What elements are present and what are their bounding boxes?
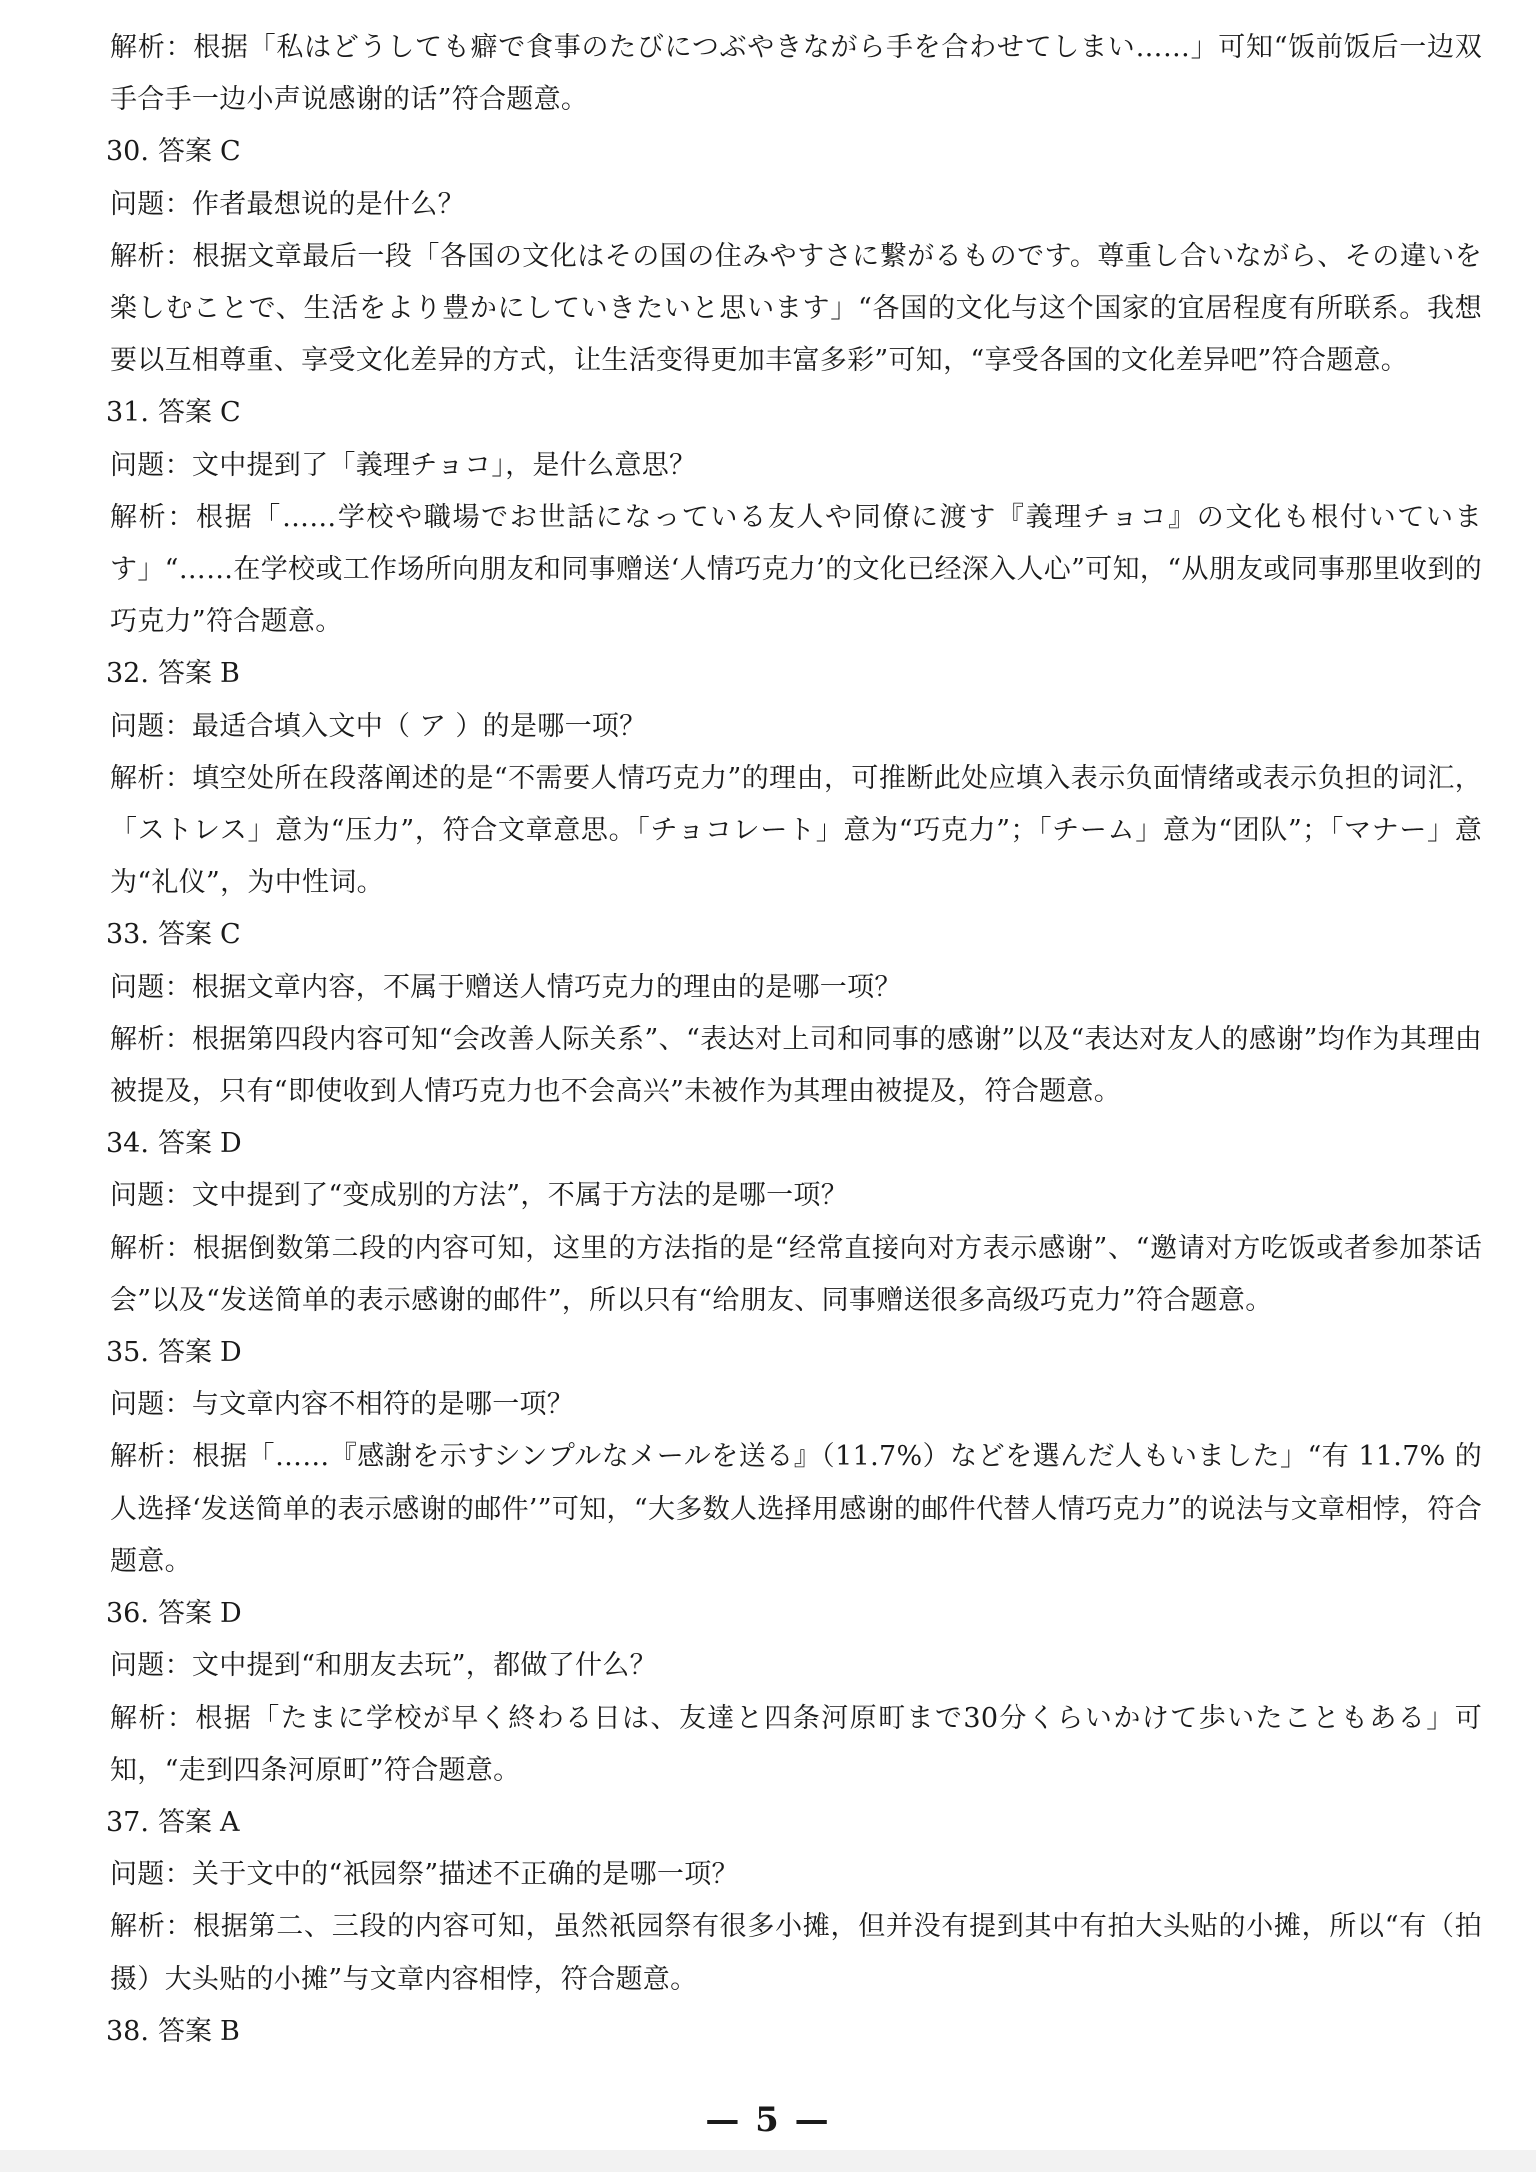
question-number: 35. bbox=[106, 1337, 149, 1369]
question-text: 问题：根据文章内容，不属于赠送人情巧克力的理由的是哪一项？ bbox=[110, 971, 902, 1003]
analysis-text: 解析：根据第二、三段的内容可知，虽然祇园祭有很多小摊，但并没有提到其中有拍大头贴的小摊，所以“有（拍摄）大头贴的小摊”与文章内容相悖，符合题意。 bbox=[110, 1911, 1482, 1995]
answer-label: 答案 bbox=[158, 1337, 212, 1369]
page-number: — 5 — bbox=[705, 2100, 831, 2140]
question-number: 31. bbox=[106, 397, 149, 429]
answer-label: 答案 bbox=[158, 397, 212, 429]
answer-line bbox=[106, 387, 1482, 439]
question-number: 30. bbox=[106, 136, 149, 168]
answer-line bbox=[106, 1118, 1482, 1170]
analysis-text: 解析：根据文章最后一段「各国の文化はその国の住みやすさに繋がるものです。尊重し合いながら、その違いを楽しむことで、生活をより豊かにしていきたいと思います」“各国的文化与这个国家的宜居程度有所联系。我想要以互相尊重、享受文化差异的方式，让生活变得更加丰富多彩”可知，“享受各国的文化差异吧”符合题意。 bbox=[110, 240, 1482, 377]
question-number: 37. bbox=[106, 1806, 149, 1838]
question-number: 32. bbox=[106, 658, 149, 690]
answer-label: 答案 bbox=[158, 658, 212, 690]
answer-value: D bbox=[220, 1598, 242, 1630]
question-text: 问题：关于文中的“祇园祭”描述不正确的是哪一项？ bbox=[110, 1859, 739, 1891]
analysis-text: 解析：根据第四段内容可知“会改善人际关系”、“表达对上司和同事的感谢”以及“表达对友人的感谢”均作为其理由被提及，只有“即使收到人情巧克力也不会高兴”未被作为其理由被提及，符合题意。 bbox=[110, 1023, 1482, 1108]
answer-line bbox=[106, 2006, 1482, 2058]
analysis-text: 解析：根据倒数第二段的内容可知，这里的方法指的是“经常直接向对方表示感谢”、“邀请对方吃饭或者参加茶话会”以及“发送简单的表示感谢的邮件”，所以只有“给朋友、同事赠送很多高级巧克力”符合题意。 bbox=[110, 1232, 1482, 1316]
answer-label: 答案 bbox=[158, 136, 212, 168]
question-text: 问题：最适合填入文中（ ア ）的是哪一项？ bbox=[110, 710, 647, 742]
answer-value: C bbox=[220, 919, 241, 951]
answer-line bbox=[106, 909, 1482, 961]
answer-line bbox=[106, 126, 1482, 178]
question-text: 问题：作者最想说的是什么？ bbox=[110, 188, 465, 220]
answer-value: B bbox=[220, 658, 240, 690]
answer-label: 答案 bbox=[158, 1806, 212, 1838]
answer-line bbox=[106, 1588, 1482, 1640]
question-text: 问题：与文章内容不相符的是哪一项？ bbox=[110, 1389, 575, 1421]
answer-value: C bbox=[220, 397, 241, 429]
answer-analysis-list bbox=[108, 22, 1482, 2058]
answer-value: D bbox=[220, 1337, 242, 1369]
answer-label: 答案 bbox=[158, 2015, 212, 2047]
answer-label: 答案 bbox=[158, 919, 212, 951]
question-number: 34. bbox=[106, 1128, 149, 1160]
answer-label: 答案 bbox=[158, 1598, 212, 1630]
answer-line bbox=[106, 1327, 1482, 1379]
answer-value: C bbox=[220, 136, 241, 168]
answer-value: B bbox=[220, 2015, 240, 2047]
question-number: 36. bbox=[106, 1598, 149, 1630]
answer-line bbox=[106, 648, 1482, 700]
answer-label: 答案 bbox=[158, 1128, 212, 1160]
analysis-text: 解析：根据「私はどうしても癖で食事のたびにつぶやきながら手を合わせてしまい……」可知“饭前饭后一边双手合手一边小声说感谢的话”符合题意。 bbox=[110, 32, 1482, 116]
answer-value: D bbox=[220, 1128, 242, 1160]
question-number: 33. bbox=[106, 919, 149, 951]
answer-line bbox=[106, 1797, 1482, 1849]
answer-value: A bbox=[220, 1806, 240, 1838]
question-text: 问题：文中提到“和朋友去玩”，都做了什么？ bbox=[110, 1650, 657, 1682]
question-text: 问题：文中提到了“变成别的方法”，不属于方法的是哪一项？ bbox=[110, 1180, 849, 1212]
analysis-text: 解析：根据「……『感謝を示すシンプルなメールを送る』（11.7%）などを選んだ人もいました」“有 11.7% 的人选择‘发送简单的表示感谢的邮件’”可知，“大多数人选择用感谢的邮件代替人情巧克力”的说法与文章相悖，符合题意。 bbox=[110, 1441, 1482, 1577]
analysis-text: 解析：填空处所在段落阐述的是“不需要人情巧克力”的理由，可推断此处应填入表示负面情绪或表示负担的词汇，「ストレス」意为“压力”，符合文章意思。「チョコレート」意为“巧克力”；「チーム」意为“团队”；「マナー」意为“礼仪”，为中性词。 bbox=[110, 762, 1482, 899]
question-text: 问题：文中提到了「義理チョコ」，是什么意思？ bbox=[110, 449, 697, 481]
analysis-text: 解析：根据「……学校や職場でお世話になっている友人や同僚に渡す『義理チョコ』の文化も根付いています」“……在学校或工作场所向朋友和同事赠送‘人情巧克力’的文化已经深入人心”可知，“从朋友或同事那里收到的巧克力”符合题意。 bbox=[110, 501, 1482, 638]
question-number: 38. bbox=[106, 2015, 149, 2047]
bottom-edge bbox=[0, 2150, 1536, 2172]
analysis-text: 解析：根据「たまに学校が早く終わる日は、友達と四条河原町まで30分くらいかけて歩いたこともある」可知，“走到四条河原町”符合题意。 bbox=[110, 1702, 1482, 1786]
